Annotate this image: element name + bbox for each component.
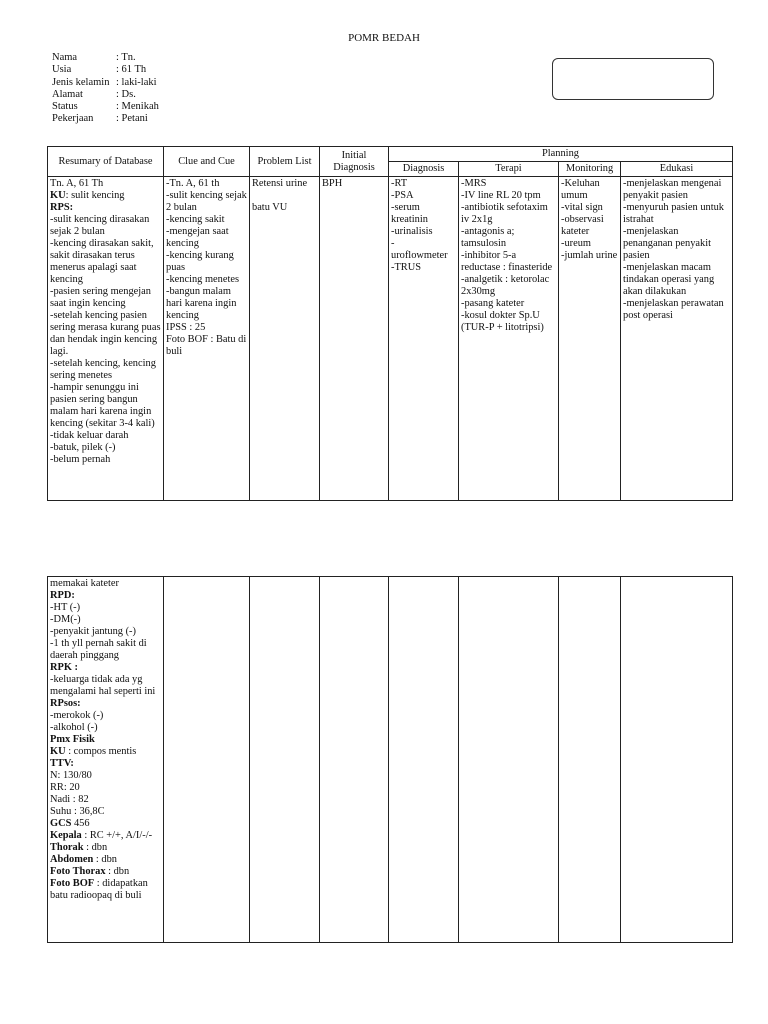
line-text: -penyakit jantung (-) [50, 626, 136, 637]
line-text: -batuk, pilek (-) [50, 442, 116, 453]
header-diagnosis: Diagnosis [389, 162, 459, 177]
line-text: -1 th yll pernah sakit di daerah pinggang [50, 638, 147, 661]
cell-line: uroflowmeter [391, 250, 448, 261]
line-text: : dbn [83, 842, 108, 853]
cell-cue-empty [164, 577, 250, 943]
cell-resumary-continued [48, 577, 164, 943]
bold-label: Kepala [50, 830, 82, 841]
cell-line [50, 190, 161, 202]
identity-row [52, 64, 159, 76]
header-resumary: Resumary of Database [48, 147, 164, 177]
line-text: 456 [71, 818, 90, 829]
cell-line [50, 794, 161, 806]
cell-line [50, 782, 161, 794]
cell-line: -pasang kateter [461, 298, 525, 309]
header-cue: Clue and Cue [164, 147, 250, 177]
cell-line [50, 358, 161, 382]
cell-line [50, 214, 161, 238]
identity-row [52, 52, 159, 64]
cell-line [50, 818, 161, 830]
line-text: RR: 20 [50, 782, 80, 793]
identity-row [52, 77, 159, 89]
identity-row [52, 101, 159, 113]
line-text: Tn. A, 61 Th [50, 178, 104, 189]
cell-line [50, 722, 161, 734]
line-text: Nadi : 82 [50, 794, 89, 805]
cell-line [50, 878, 161, 902]
line-text: -belum pernah [50, 454, 111, 465]
cell-line: -mengejan saat kencing [166, 226, 229, 249]
line-text: : dbn [93, 854, 117, 865]
bold-label: RPS: [50, 202, 74, 213]
cell-line [50, 238, 161, 286]
bold-label: Abdomen [50, 854, 94, 865]
bold-label: RPsos: [50, 698, 81, 709]
identity-label: Alamat [52, 88, 83, 100]
header-problem-list: Problem List [250, 147, 320, 177]
header-monitoring: Monitoring [559, 162, 621, 177]
cell-line: -observasi kateter [561, 214, 604, 237]
line-text: : didapatkan batu radioopaq di buli [50, 878, 148, 901]
cell-line: -sulit kencing sejak 2 bulan [166, 190, 247, 213]
cell-line: -menjelaskan mengenai penyakit pasien [623, 178, 722, 201]
document-title: POMR BEDAH [348, 32, 420, 44]
cell-line [50, 710, 161, 722]
cell-diagnosis [389, 177, 459, 501]
identity-value: : Tn. [116, 52, 136, 63]
cell-line: -PSA [391, 190, 414, 201]
cell-line: -menjelaskan macam tindakan operasi yang akan dilakukan [623, 262, 715, 297]
cell-line [252, 190, 317, 202]
cell-line: -Tn. A, 61 th [166, 178, 220, 189]
line-text: -setelah kencing, kencing sering menetes [50, 358, 156, 381]
line-text: -tidak keluar darah [50, 430, 129, 441]
cell-line [50, 178, 161, 190]
bold-label: RPD: [50, 590, 75, 601]
cell-line: -TRUS [391, 262, 422, 273]
bold-label: GCS [50, 818, 72, 829]
cell-edukasi [621, 177, 733, 501]
cell-line: -menjelaskan penanganan penyakit pasien [623, 226, 711, 261]
cell-line: Retensi urine [252, 178, 308, 189]
identity-label: Nama [52, 52, 78, 63]
identity-label: Usia [52, 64, 72, 76]
cell-line: -kencing sakit [166, 214, 225, 225]
identity-row [52, 113, 159, 125]
line-text: -HT (-) [50, 602, 81, 613]
cell-line [50, 578, 161, 590]
cell-line [50, 382, 161, 430]
identity-label: Jenis kelamin [52, 76, 110, 88]
identity-value: : Ds. [116, 88, 136, 100]
cell-edukasi-empty [621, 577, 733, 943]
cell-line: -inhibitor 5-a reductase : finasteride [461, 250, 553, 273]
cell-line: Foto BOF : Batu di buli [166, 334, 247, 357]
stamp-box [552, 58, 714, 100]
line-text: memakai kateter [50, 578, 119, 589]
cell-line [50, 454, 161, 466]
cell-line [50, 430, 161, 442]
cell-line: -bangun malam hari karena ingin kencing [166, 286, 237, 321]
cell-line [50, 310, 161, 358]
cell-line [50, 830, 161, 842]
patient-identity [52, 52, 159, 126]
bold-label: TTV: [50, 758, 74, 769]
cell-line [50, 758, 161, 770]
identity-row [52, 89, 159, 101]
cell-initial-diagnosis [320, 177, 389, 501]
bold-label: KU [50, 746, 66, 757]
cell-line: -kencing kurang puas [166, 250, 234, 273]
cell-line: -RT [391, 178, 408, 189]
cell-line [50, 734, 161, 746]
line-text: -keluarga tidak ada yg mengalami hal seperti ini [50, 674, 156, 697]
cell-line [50, 614, 161, 626]
line-text: -sulit kencing dirasakan sejak 2 bulan [50, 214, 150, 237]
cell-initial-empty [320, 577, 389, 943]
bold-label: Thorak [50, 842, 84, 853]
identity-label: Pekerjaan [52, 113, 94, 125]
cell-line: -antibiotik sefotaxim iv 2x1g [461, 202, 548, 225]
cell-line [50, 866, 161, 878]
line-text: -DM(-) [50, 614, 81, 625]
line-text: -merokok (-) [50, 710, 104, 721]
cell-line: -ureum [561, 238, 592, 249]
cell-line: -menyuruh pasien untuk istrahat [623, 202, 724, 225]
cell-line: -MRS [461, 178, 487, 189]
identity-value: : laki-laki [116, 76, 157, 88]
cell-line [50, 770, 161, 782]
cell-line: -vital sign [561, 202, 603, 213]
cell-resumary [48, 177, 164, 501]
cell-line [50, 806, 161, 818]
identity-value: : Menikah [116, 101, 159, 113]
identity-value: : 61 Th [116, 64, 147, 76]
cell-line [50, 602, 161, 614]
header-terapi: Terapi [459, 162, 559, 177]
cell-line: -Keluhan umum [561, 178, 600, 201]
cell-line [50, 854, 161, 866]
cell-line: -kosul dokter Sp.U (TUR-P + litotripsi) [461, 310, 544, 333]
cell-line [50, 442, 161, 454]
cell-line: -serum kreatinin [391, 202, 428, 225]
cell-line [50, 590, 161, 602]
line-text: Suhu : 36,8C [50, 806, 105, 817]
cell-terapi-empty [459, 577, 559, 943]
cell-terapi [459, 177, 559, 501]
cell-line: -urinalisis [391, 226, 433, 237]
cell-line: BPH [322, 178, 343, 189]
bold-label: Foto Thorax [50, 866, 106, 877]
line-text: -hampir senunggu ini pasien sering bangun malam hari karena ingin kencing (sekitar 3-4 kali) [50, 382, 155, 429]
cell-line [50, 662, 161, 674]
cell-line: -antagonis a; tamsulosin [461, 226, 515, 249]
header-edukasi: Edukasi [621, 162, 733, 177]
cell-line [50, 638, 161, 662]
cell-diagnosis-empty [389, 577, 459, 943]
bold-label: RPK : [50, 662, 78, 673]
pomr-table-page2 [47, 576, 733, 943]
line-text: : sulit kencing [65, 190, 125, 201]
line-text: : dbn [105, 866, 130, 877]
cell-problem-list [250, 177, 320, 501]
cell-line: IPSS : 25 [166, 322, 206, 333]
pomr-table-page1 [47, 146, 733, 501]
cell-monitoring [559, 177, 621, 501]
bold-label: Foto BOF [50, 878, 95, 889]
bold-label: Pmx Fisik [50, 734, 95, 745]
cell-line [50, 746, 161, 758]
cell-line: -jumlah urine [561, 250, 618, 261]
line-text: N: 130/80 [50, 770, 92, 781]
cell-line: -analgetik : ketorolac 2x30mg [461, 274, 550, 297]
cell-monitoring-empty [559, 577, 621, 943]
cell-line [50, 698, 161, 710]
header-initial-diagnosis: Initial Diagnosis [320, 147, 389, 177]
cell-problem-empty [250, 577, 320, 943]
header-planning: Planning [389, 147, 733, 162]
cell-line: -kencing menetes [166, 274, 239, 285]
cell-line: - [391, 238, 395, 249]
line-text: -pasien sering mengejan saat ingin kencing [50, 286, 151, 309]
cell-line [50, 674, 161, 698]
line-text: -kencing dirasakan sakit, sakit dirasakan terus menerus apalagi saat kencing [50, 238, 154, 285]
cell-line: batu VU [252, 202, 288, 213]
line-text: -alkohol (-) [50, 722, 98, 733]
line-text: : compos mentis [65, 746, 137, 757]
line-text: -setelah kencing pasien sering merasa kurang puas dan hendak ingin kencing lagi. [50, 310, 161, 357]
cell-line [50, 202, 161, 214]
identity-label: Status [52, 101, 78, 113]
cell-cue [164, 177, 250, 501]
identity-value: : Petani [116, 113, 148, 125]
bold-label: KU [50, 190, 66, 201]
cell-line [50, 842, 161, 854]
cell-line [50, 626, 161, 638]
cell-line: -IV line RL 20 tpm [461, 190, 541, 201]
line-text: : RC +/+, A/I/-/- [81, 830, 153, 841]
cell-line [50, 286, 161, 310]
cell-line: -menjelaskan perawatan post operasi [623, 298, 724, 321]
